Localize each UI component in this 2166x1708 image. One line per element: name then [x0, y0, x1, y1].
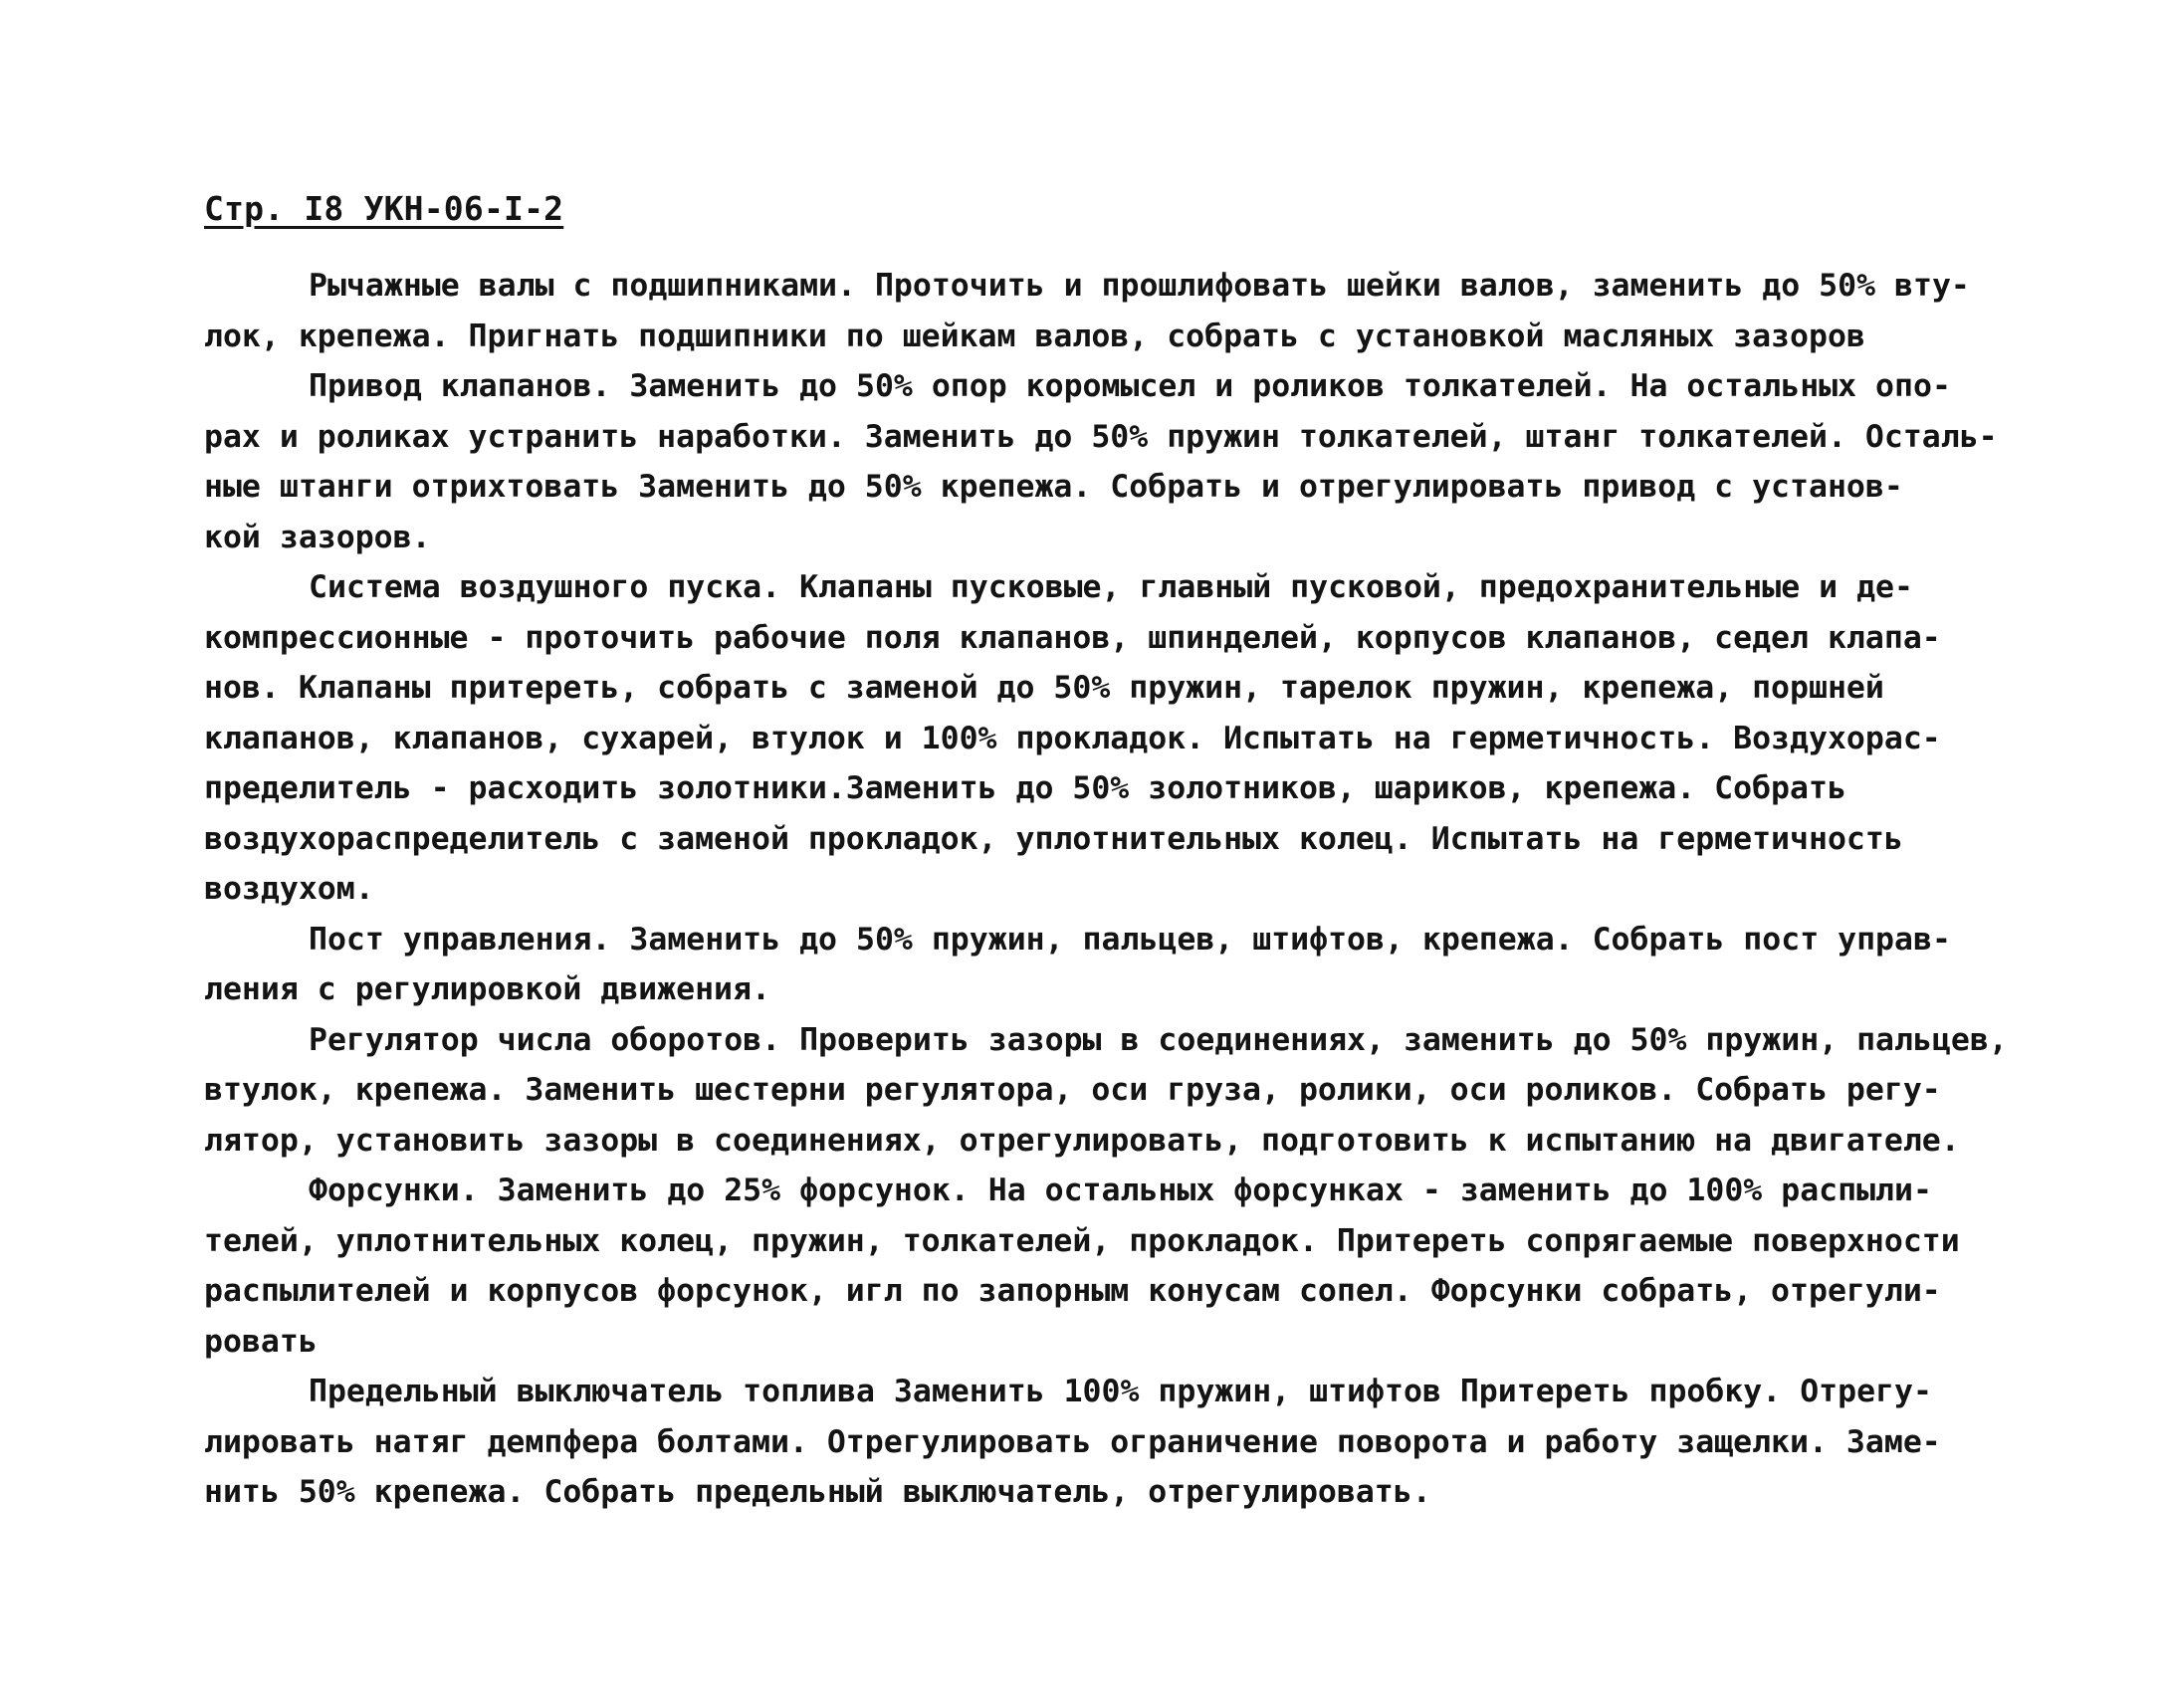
paragraph-speed-regulator: Регулятор числа оборотов. Проверить зазоры в соединениях, заменить до 50% пружин, пальцев, втулок, крепежа. Заменить шестерни регулятора, оси груза, ролики, оси роликов. Собрать регу- лятор, установить зазоры в соединениях, отрегулировать, подготовить к испытанию на двигателе. [204, 1021, 2008, 1159]
paragraph-air-start-system: Система воздушного пуска. Клапаны пусковые, главный пусковой, предохранительные и де- компрессионные - проточить рабочие поля клапанов, шпинделей, корпусов клапанов, седел клапа- нов. Клапаны притереть, собрать с заменой до 50% пружин, тарелок пружин, крепежа, поршней клапанов, клапанов, сухарей, втулок и 100% прокладок. Испытать на герметичность. Воздухорас- пределитель - расходить золотники.Заменить до 50% золотников, шариков, крепежа. Собрать воздухораспределитель с заменой прокладок, уплотнительных колец. Испытать на герметичность воздухом. [204, 569, 1941, 907]
paragraph-lever-shafts: Рычажные валы с подшипниками. Проточить и прошлифовать шейки валов, заменить до 50% вту- лок, крепежа. Пригнать подшипники по шейкам валов, собрать с установкой масляных зазоров [204, 268, 1970, 354]
paragraph-fuel-limit-switch: Предельный выключатель топлива Заменить 100% пружин, штифтов Притереть пробку. Отрегу- лировать натяг демпфера болтами. Отрегулировать ограничение поворота и работу защелки. Заме- нить 50% крепежа. Собрать предельный выключатель, отрегулировать. [204, 1374, 1941, 1510]
paragraph-valve-drive: Привод клапанов. Заменить до 50% опор коромысел и роликов толкателей. На остальных опо- рах и роликах устранить наработки. Заменить до 50% пружин толкателей, штанг толкателей. Осталь- ные штанги отрихтовать Заменить до 50% крепежа. Собрать и отрегулировать привод с установ- кой зазоров. [204, 368, 1998, 555]
page-header: Стр. I8 УКН-06-I-2 [204, 189, 564, 228]
document-page [204, 185, 2135, 1518]
paragraph-control-post: Пост управления. Заменить до 50% пружин, пальцев, штифтов, крепежа. Собрать пост управ- ления с регулировкой движения. [204, 921, 1951, 1007]
paragraph-injectors: Форсунки. Заменить до 25% форсунок. На остальных форсунках - заменить до 100% распыли- телей, уплотнительных колец, пружин, толкателей, прокладок. Притереть сопрягаемые поверхности распылителей и корпусов форсунок, игл по запорным конусам сопел. Форсунки собрать, отрегули- ровать [204, 1173, 1960, 1360]
